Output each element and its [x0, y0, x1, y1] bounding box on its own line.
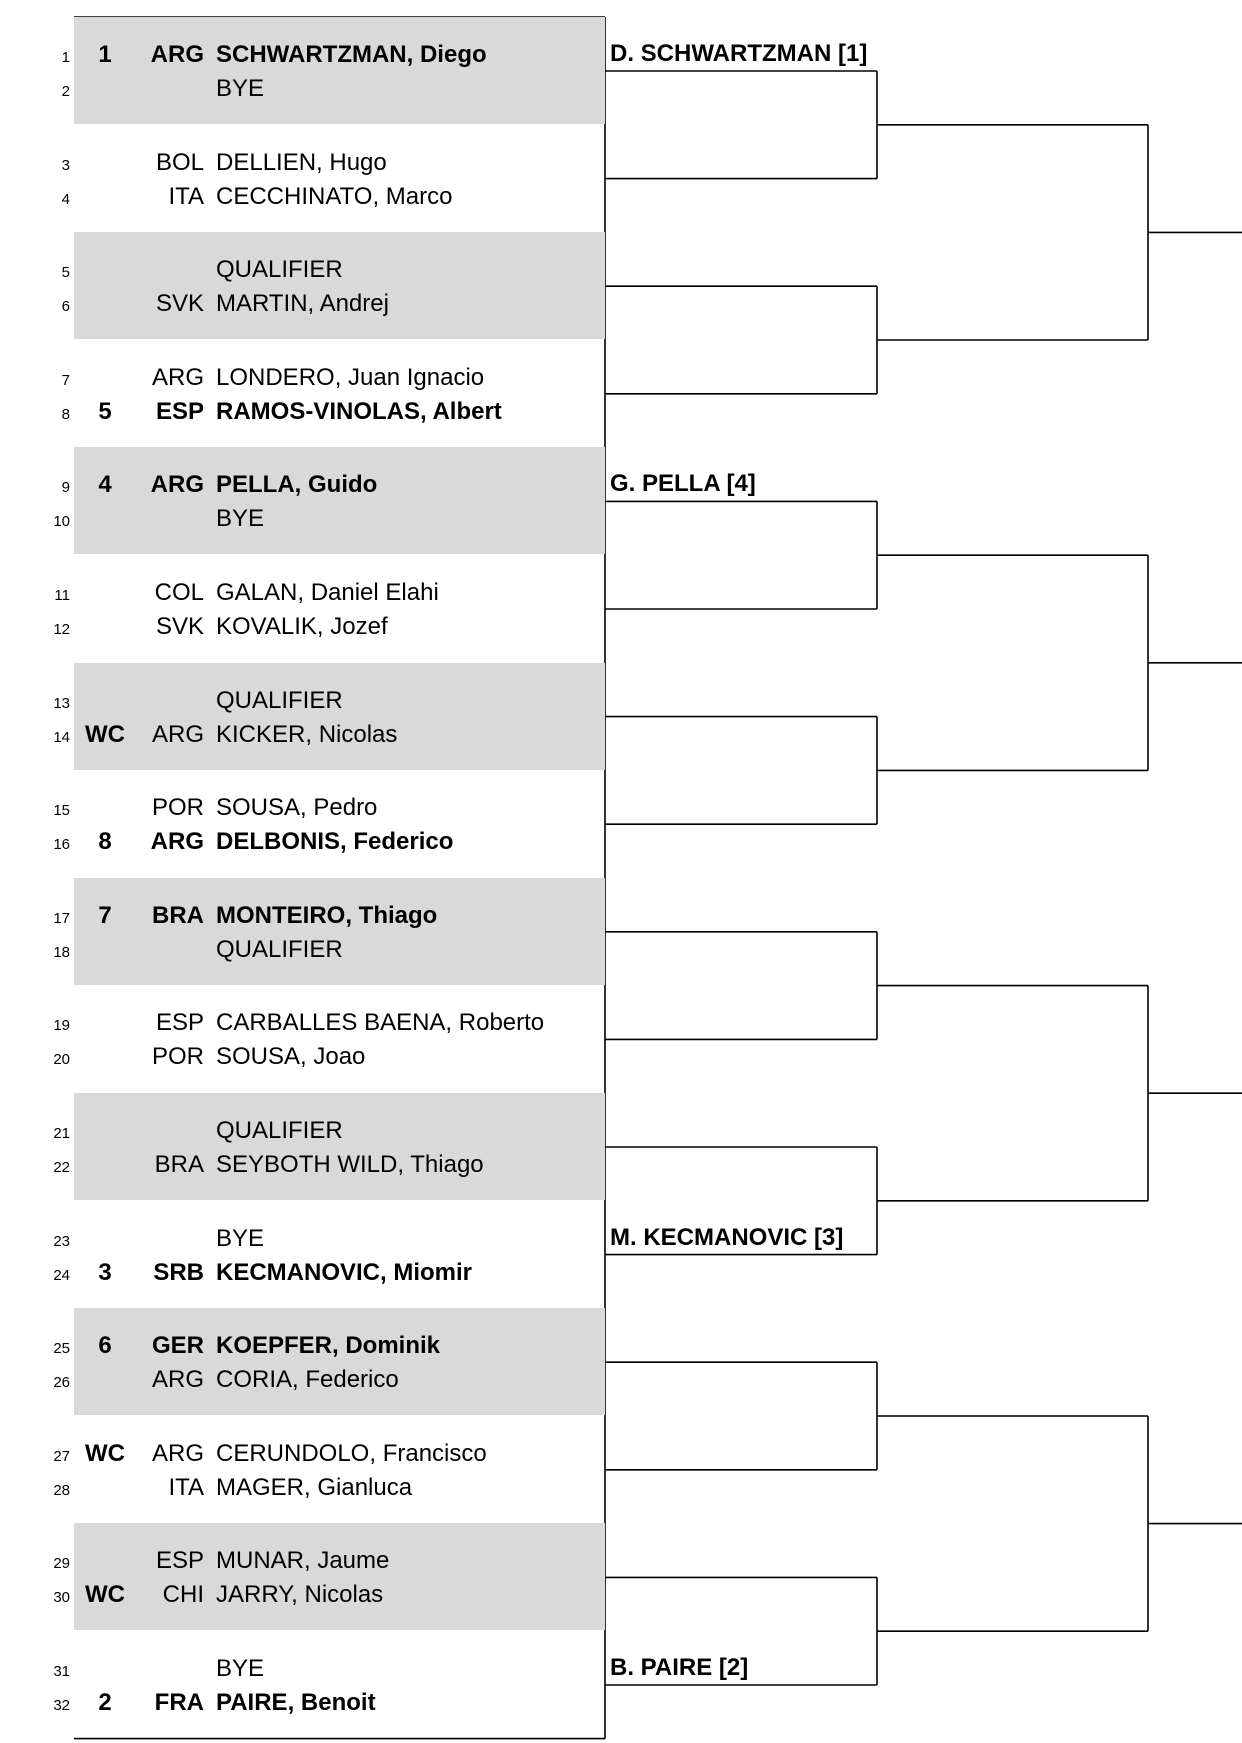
player-name: CERUNDOLO, Francisco: [216, 1439, 487, 1467]
player-name: MONTEIRO, Thiago: [216, 901, 438, 929]
draw-position: 4: [61, 190, 70, 208]
draw-entry: [0, 469, 610, 503]
player-name: MUNAR, Jaume: [216, 1547, 390, 1575]
draw-entry: [0, 362, 610, 396]
player-name: KICKER, Nicolas: [216, 720, 398, 748]
nationality: ARG: [151, 363, 204, 391]
draw-entry: [0, 1007, 610, 1041]
draw-entry: [0, 73, 610, 107]
draw-position: 9: [61, 479, 70, 497]
seed-label: 6: [98, 1332, 112, 1360]
nationality: ITA: [168, 1473, 204, 1501]
player-name: QUALIFIER: [216, 256, 343, 284]
draw-position: 6: [61, 298, 70, 316]
draw-entry: [0, 1115, 610, 1149]
round2-winner: G. PELLA [4]: [610, 470, 756, 498]
player-name: CECCHINATO, Marco: [216, 182, 453, 210]
seed-label: 5: [98, 397, 112, 425]
draw-entry: [0, 1687, 610, 1721]
nationality: CHI: [162, 1581, 204, 1609]
player-name: MAGER, Gianluca: [216, 1473, 413, 1501]
round2-winner: M. KECMANOVIC [3]: [610, 1223, 844, 1251]
draw-position: 22: [53, 1159, 70, 1176]
player-name: GALAN, Daniel Elahi: [216, 579, 439, 606]
nationality: ARG: [150, 828, 204, 856]
draw-position: 25: [53, 1340, 70, 1358]
draw-position: 8: [61, 405, 70, 423]
draw-position: 16: [53, 836, 70, 854]
draw-position: 17: [53, 909, 70, 927]
draw-entry: [0, 900, 610, 934]
nationality: BRA: [154, 1151, 204, 1178]
draw-entry: [0, 254, 610, 288]
seed-label: 2: [98, 1689, 112, 1716]
nationality: ESP: [155, 397, 204, 425]
draw-entry: [0, 792, 610, 826]
seed-label: 7: [98, 901, 112, 929]
nationality: COL: [154, 579, 204, 606]
draw-entry: [0, 1149, 610, 1183]
player-name: BYE: [216, 1655, 265, 1682]
draw-position: 28: [53, 1481, 70, 1499]
draw-position: 15: [53, 802, 70, 820]
draw-position: 23: [53, 1232, 70, 1250]
draw-position: 7: [61, 371, 70, 389]
nationality: SRB: [153, 1258, 204, 1286]
draw-entry: [0, 1472, 610, 1506]
draw-entry: [0, 577, 610, 611]
nationality: ARG: [151, 720, 204, 748]
draw-entry: [0, 934, 610, 968]
player-name: RAMOS-VINOLAS, Albert: [216, 397, 502, 425]
draw-position: 13: [53, 694, 70, 712]
draw-position: 14: [53, 728, 70, 746]
nationality: ITA: [168, 182, 204, 210]
draw-position: 5: [61, 264, 70, 282]
seed-label: 8: [98, 828, 112, 856]
player-name: JARRY, Nicolas: [216, 1581, 384, 1609]
draw-entry: [0, 1545, 610, 1579]
draw-position: 21: [53, 1125, 70, 1142]
nationality: GER: [151, 1332, 204, 1360]
draw-entry: [0, 288, 610, 322]
nationality: ARG: [150, 471, 204, 499]
draw-entry: [0, 181, 610, 215]
draw-entry: [0, 1579, 610, 1613]
draw-entry: [0, 1438, 610, 1472]
nationality: ARG: [151, 1366, 204, 1394]
player-name: SEYBOTH WILD, Thiago: [216, 1151, 484, 1178]
draw-position: 29: [53, 1555, 70, 1573]
round2-winner: B. PAIRE [2]: [610, 1654, 749, 1681]
nationality: ARG: [150, 41, 204, 68]
draw-entry: [0, 1041, 610, 1075]
seed-label: 3: [98, 1258, 112, 1286]
player-name: BYE: [216, 505, 265, 533]
player-name: SCHWARTZMAN, Diego: [216, 41, 487, 68]
draw-entry: [0, 719, 610, 753]
seed-label: WC: [85, 1581, 125, 1609]
draw-entry: [0, 39, 610, 73]
draw-position: 19: [53, 1017, 70, 1035]
draw-position: 26: [53, 1374, 70, 1392]
player-name: PAIRE, Benoit: [216, 1689, 376, 1716]
player-name: KOEPFER, Dominik: [216, 1332, 441, 1360]
nationality: FRA: [154, 1689, 204, 1716]
nationality: SVK: [155, 613, 204, 640]
draw-entry: [0, 396, 610, 430]
draw-entry: [0, 826, 610, 860]
player-name: CORIA, Federico: [216, 1366, 399, 1394]
draw-position: 31: [53, 1663, 70, 1680]
nationality: SVK: [155, 290, 204, 318]
player-name: MARTIN, Andrej: [216, 290, 389, 318]
draw-position: 11: [54, 587, 70, 604]
nationality: POR: [151, 1043, 204, 1071]
draw-position: 30: [53, 1589, 70, 1607]
nationality: POR: [151, 794, 204, 822]
draw-position: 20: [53, 1051, 70, 1069]
draw-entry: [0, 1653, 610, 1687]
player-name: QUALIFIER: [216, 935, 343, 963]
player-name: QUALIFIER: [216, 1117, 343, 1144]
draw-position: 10: [53, 513, 70, 531]
seed-label: 1: [98, 41, 112, 68]
draw-entry: [0, 685, 610, 719]
draw-position: 32: [53, 1697, 70, 1714]
seed-label: 4: [98, 471, 112, 499]
player-name: SOUSA, Pedro: [216, 794, 378, 822]
draw-entry: [0, 1330, 610, 1364]
round2-winner: D. SCHWARTZMAN [1]: [610, 40, 868, 67]
draw-entry: [0, 1364, 610, 1398]
draw-entry: [0, 611, 610, 645]
nationality: ESP: [155, 1009, 204, 1037]
nationality: ESP: [155, 1547, 204, 1575]
player-name: KOVALIK, Jozef: [216, 613, 388, 640]
player-name: DELLIEN, Hugo: [216, 148, 387, 176]
player-name: BYE: [216, 1224, 265, 1252]
player-name: DELBONIS, Federico: [216, 828, 454, 856]
draw-position: 24: [53, 1266, 70, 1284]
draw-position: 27: [53, 1447, 70, 1465]
player-name: PELLA, Guido: [216, 471, 378, 499]
draw-entry: [0, 1257, 610, 1291]
player-name: QUALIFIER: [216, 686, 343, 714]
nationality: BRA: [152, 901, 204, 929]
player-name: SOUSA, Joao: [216, 1043, 366, 1071]
nationality: BOL: [155, 148, 204, 176]
draw-entry: [0, 147, 610, 181]
draw-position: 2: [61, 83, 70, 100]
seed-label: WC: [85, 1439, 125, 1467]
draw-entry: [0, 503, 610, 537]
draw-position: 12: [53, 621, 70, 638]
draw-position: 3: [61, 156, 70, 174]
draw-position: 18: [53, 943, 70, 961]
draw-entry: [0, 1223, 610, 1257]
seed-label: WC: [85, 720, 125, 748]
player-name: BYE: [216, 75, 265, 102]
nationality: ARG: [151, 1439, 204, 1467]
player-name: KECMANOVIC, Miomir: [216, 1258, 473, 1286]
player-name: LONDERO, Juan Ignacio: [216, 363, 485, 391]
player-name: CARBALLES BAENA, Roberto: [216, 1009, 545, 1037]
draw-position: 1: [61, 49, 70, 66]
